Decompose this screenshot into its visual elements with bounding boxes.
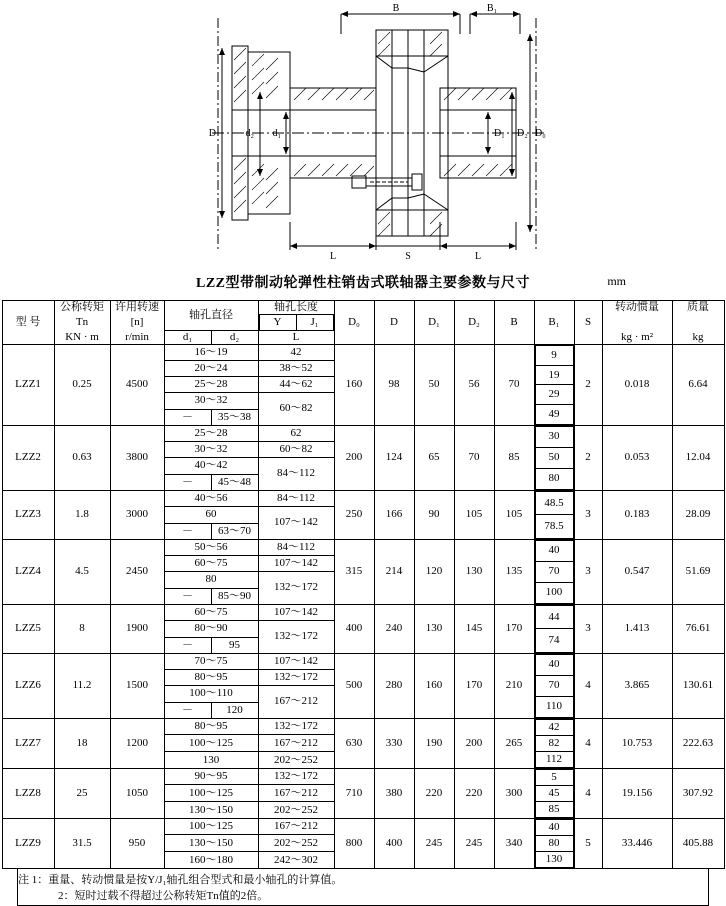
cell-speed: 3800 bbox=[110, 425, 164, 490]
cell-B1-value: 44 bbox=[535, 605, 573, 629]
cell-bore-length: 44～62 bbox=[258, 376, 334, 392]
cell-torque: 0.63 bbox=[54, 425, 110, 490]
cell-B1-value: 110 bbox=[535, 696, 573, 717]
note-line-2: 2：短时过载不得超过公称转矩Tn值的2倍。 bbox=[58, 890, 269, 903]
cell-S: 4 bbox=[574, 768, 602, 818]
th-bore-len-L: L bbox=[258, 331, 334, 345]
notes-box bbox=[17, 869, 709, 906]
note-line-1: 注 1：重量、转动惯量是按Y/J₁轴孔组合型式和最小轴孔的计算值。 bbox=[18, 873, 343, 886]
th-mass: 质量 bbox=[672, 301, 724, 314]
cell-bore-d1: 25～28 bbox=[164, 376, 258, 392]
th-speed-symbol: [n] bbox=[110, 314, 164, 331]
dim-d1-label: d₁ bbox=[272, 128, 281, 139]
cell-bore-length: 132～172 bbox=[258, 571, 334, 604]
cell-bore-length: 107～142 bbox=[258, 506, 334, 539]
table-row bbox=[2, 490, 724, 506]
th-inertia: 转动惯量 bbox=[602, 301, 672, 314]
table-row bbox=[2, 653, 724, 669]
cell-bore-d2: 35～38 bbox=[211, 409, 258, 425]
unit-label: mm bbox=[607, 274, 626, 288]
th-bore-len-types bbox=[258, 314, 334, 331]
th-D1: D₁ bbox=[414, 301, 454, 345]
table-row bbox=[2, 604, 724, 620]
cell-B1 bbox=[534, 818, 574, 868]
cell-torque: 11.2 bbox=[54, 653, 110, 718]
cell-model: LZZ7 bbox=[2, 718, 54, 768]
cell-mass: 51.69 bbox=[672, 539, 724, 604]
cell-bore-d1: 20～24 bbox=[164, 360, 258, 376]
cell-B1-value: 85 bbox=[535, 801, 573, 817]
cell-D: 380 bbox=[374, 768, 414, 818]
cell-bore-d1: 30～32 bbox=[164, 392, 258, 409]
cell-B1 bbox=[534, 768, 574, 818]
cell-D1: 160 bbox=[414, 653, 454, 718]
cell-inertia: 0.183 bbox=[602, 490, 672, 539]
title-row bbox=[0, 270, 726, 296]
cell-speed: 1050 bbox=[110, 768, 164, 818]
cell-bore-d1: － bbox=[164, 409, 211, 425]
table-row bbox=[2, 344, 724, 360]
cell-B1 bbox=[534, 604, 574, 653]
cell-bore-length: 42 bbox=[258, 344, 334, 360]
cell-D: 124 bbox=[374, 425, 414, 490]
th-torque-symbol: Tn bbox=[54, 314, 110, 331]
cell-inertia: 33.446 bbox=[602, 818, 672, 868]
cell-bore-d2: 85～90 bbox=[211, 588, 258, 604]
cell-bore-d1: － bbox=[164, 588, 211, 604]
cell-D2: 170 bbox=[454, 653, 494, 718]
cell-D2: 245 bbox=[454, 818, 494, 868]
cell-D0: 315 bbox=[334, 539, 374, 604]
cell-B1-value: 78.5 bbox=[535, 515, 573, 539]
cell-speed: 3000 bbox=[110, 490, 164, 539]
cell-B1-value: 19 bbox=[535, 365, 573, 385]
cell-D: 214 bbox=[374, 539, 414, 604]
cell-B: 170 bbox=[494, 604, 534, 653]
table-header bbox=[2, 301, 724, 345]
cell-B1-value: 42 bbox=[535, 719, 573, 735]
cell-B1-value: 5 bbox=[535, 769, 573, 785]
th-bore-len-Y: Y bbox=[259, 314, 296, 330]
cell-D2: 200 bbox=[454, 718, 494, 768]
dim-D1-label: D₁ bbox=[494, 128, 505, 139]
cell-bore-d1: 130 bbox=[164, 752, 258, 769]
cell-mass: 222.63 bbox=[672, 718, 724, 768]
cell-bore-length: 84～112 bbox=[258, 457, 334, 490]
cell-S: 4 bbox=[574, 653, 602, 718]
cell-S: 2 bbox=[574, 425, 602, 490]
cell-bore-d1: 100～110 bbox=[164, 685, 258, 702]
cell-B: 210 bbox=[494, 653, 534, 718]
cell-D: 280 bbox=[374, 653, 414, 718]
cell-bore-length: 167～212 bbox=[258, 785, 334, 802]
cell-torque: 0.25 bbox=[54, 344, 110, 425]
cell-D: 98 bbox=[374, 344, 414, 425]
cell-inertia: 1.413 bbox=[602, 604, 672, 653]
cell-D: 240 bbox=[374, 604, 414, 653]
cell-mass: 6.64 bbox=[672, 344, 724, 425]
th-bore-len: 轴孔长度 bbox=[258, 301, 334, 314]
cell-B1-value: 48.5 bbox=[535, 491, 573, 515]
cell-B1-value: 49 bbox=[535, 405, 573, 425]
cell-B: 300 bbox=[494, 768, 534, 818]
th-speed: 许用转速 bbox=[110, 301, 164, 314]
cell-D0: 250 bbox=[334, 490, 374, 539]
cell-B1-value: 80 bbox=[535, 835, 573, 851]
cell-D2: 70 bbox=[454, 425, 494, 490]
cell-model: LZZ5 bbox=[2, 604, 54, 653]
cell-speed: 1200 bbox=[110, 718, 164, 768]
cell-bore-d1: － bbox=[164, 474, 211, 490]
cell-bore-d2: 63～70 bbox=[211, 523, 258, 539]
cell-bore-d1: 40～56 bbox=[164, 490, 258, 506]
cell-bore-length: 202～252 bbox=[258, 752, 334, 769]
th-bore-dia: 轴孔直径 bbox=[164, 301, 258, 331]
dim-D0-label: D₀ bbox=[535, 128, 546, 139]
cell-inertia: 3.865 bbox=[602, 653, 672, 718]
cell-S: 3 bbox=[574, 490, 602, 539]
dim-L-right-label: L bbox=[474, 251, 482, 262]
cell-D1: 65 bbox=[414, 425, 454, 490]
cell-bore-length: 167～212 bbox=[258, 818, 334, 835]
cell-B1 bbox=[534, 344, 574, 425]
cell-D0: 160 bbox=[334, 344, 374, 425]
cell-D0: 500 bbox=[334, 653, 374, 718]
cell-S: 3 bbox=[574, 539, 602, 604]
cell-B1-value: 74 bbox=[535, 629, 573, 653]
cell-bore-length: 38～52 bbox=[258, 360, 334, 376]
cell-model: LZZ6 bbox=[2, 653, 54, 718]
th-D0: D₀ bbox=[334, 301, 374, 345]
cell-mass: 28.09 bbox=[672, 490, 724, 539]
cell-D2: 130 bbox=[454, 539, 494, 604]
cell-torque: 8 bbox=[54, 604, 110, 653]
page-title: LZZ型带制动轮弹性柱销齿式联轴器主要参数与尺寸 bbox=[195, 276, 530, 291]
cell-B: 85 bbox=[494, 425, 534, 490]
cell-speed: 1500 bbox=[110, 653, 164, 718]
cell-speed: 2450 bbox=[110, 539, 164, 604]
cell-bore-length: 242～302 bbox=[258, 852, 334, 869]
cell-D1: 130 bbox=[414, 604, 454, 653]
cell-bore-d1: 90～95 bbox=[164, 768, 258, 785]
cell-B1 bbox=[534, 653, 574, 718]
cell-D0: 630 bbox=[334, 718, 374, 768]
th-mass-unit bbox=[672, 314, 724, 331]
th-speed-unit: r/min bbox=[110, 331, 164, 345]
cell-B: 135 bbox=[494, 539, 534, 604]
cell-torque: 31.5 bbox=[54, 818, 110, 868]
cell-B1 bbox=[534, 718, 574, 768]
th-torque-unit: KN · m bbox=[54, 331, 110, 345]
cell-bore-d2: 95 bbox=[211, 637, 258, 653]
th-torque: 公称转矩 bbox=[54, 301, 110, 314]
cell-bore-length: 132～172 bbox=[258, 620, 334, 653]
th-inertia-unit-2: kg · m² bbox=[602, 331, 672, 345]
cell-D1: 90 bbox=[414, 490, 454, 539]
cell-D2: 220 bbox=[454, 768, 494, 818]
th-bore-len-J1: J₁ bbox=[296, 314, 333, 330]
cell-bore-d1: 100～125 bbox=[164, 818, 258, 835]
dim-B-label: B bbox=[392, 3, 400, 14]
dim-L-left-label: L bbox=[329, 251, 337, 262]
cell-D0: 710 bbox=[334, 768, 374, 818]
cell-bore-length: 107～142 bbox=[258, 555, 334, 571]
cell-mass: 405.88 bbox=[672, 818, 724, 868]
cell-model: LZZ9 bbox=[2, 818, 54, 868]
cell-bore-length: 84～112 bbox=[258, 539, 334, 555]
cell-mass: 76.61 bbox=[672, 604, 724, 653]
cell-B1-value: 9 bbox=[535, 345, 573, 365]
cell-B: 340 bbox=[494, 818, 534, 868]
cell-bore-d1: 16～19 bbox=[164, 344, 258, 360]
cell-B1-value: 50 bbox=[535, 447, 573, 468]
cell-bore-d1: 60～75 bbox=[164, 604, 258, 620]
cell-inertia: 19.156 bbox=[602, 768, 672, 818]
cell-model: LZZ3 bbox=[2, 490, 54, 539]
cell-B1-value: 40 bbox=[535, 654, 573, 675]
cell-B: 265 bbox=[494, 718, 534, 768]
cell-bore-length: 132～172 bbox=[258, 669, 334, 685]
cell-B1-value: 100 bbox=[535, 582, 573, 603]
dim-S-label: S bbox=[405, 251, 411, 262]
cell-D2: 145 bbox=[454, 604, 494, 653]
cell-bore-d1: － bbox=[164, 637, 211, 653]
th-bore-d2: d₂ bbox=[211, 331, 258, 345]
cell-model: LZZ2 bbox=[2, 425, 54, 490]
dim-d2-label: d₂ bbox=[245, 128, 254, 139]
cell-bore-length: 107～142 bbox=[258, 604, 334, 620]
cell-bore-d1: 60～75 bbox=[164, 555, 258, 571]
cell-D0: 200 bbox=[334, 425, 374, 490]
cell-B1-value: 130 bbox=[535, 851, 573, 867]
cell-D1: 245 bbox=[414, 818, 454, 868]
cell-B1-value: 70 bbox=[535, 561, 573, 582]
cell-bore-d1: 130～150 bbox=[164, 835, 258, 852]
cell-inertia: 0.053 bbox=[602, 425, 672, 490]
table-row bbox=[2, 768, 724, 785]
cell-bore-d1: 100～125 bbox=[164, 735, 258, 752]
cell-B: 105 bbox=[494, 490, 534, 539]
cell-bore-d1: 160～180 bbox=[164, 852, 258, 869]
th-D: D bbox=[374, 301, 414, 345]
cell-B1-value: 45 bbox=[535, 785, 573, 801]
cell-bore-d1: 130～150 bbox=[164, 802, 258, 819]
cell-bore-d1: 100～125 bbox=[164, 785, 258, 802]
cell-B1-value: 29 bbox=[535, 385, 573, 405]
cell-S: 4 bbox=[574, 718, 602, 768]
cell-bore-length: 167～212 bbox=[258, 735, 334, 752]
cell-B1-value: 30 bbox=[535, 426, 573, 447]
cell-bore-d1: 50～56 bbox=[164, 539, 258, 555]
cell-bore-d1: 25～28 bbox=[164, 425, 258, 441]
cell-B1 bbox=[534, 425, 574, 490]
th-mass-unit-2: kg bbox=[672, 331, 724, 345]
cell-speed: 1900 bbox=[110, 604, 164, 653]
dim-D2-label: D₂ bbox=[517, 128, 528, 139]
cell-bore-d2: 45～48 bbox=[211, 474, 258, 490]
cell-D2: 56 bbox=[454, 344, 494, 425]
cell-model: LZZ4 bbox=[2, 539, 54, 604]
th-D2: D₂ bbox=[454, 301, 494, 345]
cell-S: 3 bbox=[574, 604, 602, 653]
cell-bore-d1: － bbox=[164, 523, 211, 539]
th-B1: B₁ bbox=[534, 301, 574, 345]
cell-D0: 400 bbox=[334, 604, 374, 653]
technical-drawing bbox=[0, 0, 726, 268]
cell-bore-length: 60～82 bbox=[258, 392, 334, 425]
cell-mass: 12.04 bbox=[672, 425, 724, 490]
th-S: S bbox=[574, 301, 602, 345]
cell-bore-d1: － bbox=[164, 702, 211, 718]
table-row bbox=[2, 818, 724, 835]
cell-D: 166 bbox=[374, 490, 414, 539]
cell-torque: 1.8 bbox=[54, 490, 110, 539]
cell-B1-value: 40 bbox=[535, 819, 573, 835]
cell-B1 bbox=[534, 539, 574, 604]
cell-bore-length: 62 bbox=[258, 425, 334, 441]
cell-D: 400 bbox=[374, 818, 414, 868]
table-row bbox=[2, 425, 724, 441]
cell-bore-d1: 60 bbox=[164, 506, 258, 523]
table-body bbox=[2, 344, 724, 868]
cell-bore-d2: 120 bbox=[211, 702, 258, 718]
cell-B1-value: 70 bbox=[535, 675, 573, 696]
cell-D1: 50 bbox=[414, 344, 454, 425]
cell-B1-value: 112 bbox=[535, 751, 573, 767]
cell-bore-length: 202～252 bbox=[258, 802, 334, 819]
cell-B1-value: 82 bbox=[535, 735, 573, 751]
cell-bore-length: 202～252 bbox=[258, 835, 334, 852]
cell-bore-d1: 30～32 bbox=[164, 441, 258, 457]
cell-B: 70 bbox=[494, 344, 534, 425]
dim-B1-label: B₁ bbox=[486, 3, 498, 14]
cell-D1: 190 bbox=[414, 718, 454, 768]
parameters-table bbox=[2, 300, 725, 869]
cell-D1: 220 bbox=[414, 768, 454, 818]
coupling-drawing-svg bbox=[0, 0, 726, 268]
cell-bore-length: 84～112 bbox=[258, 490, 334, 506]
cell-bore-d1: 80～90 bbox=[164, 620, 258, 637]
cell-bore-d1: 40～42 bbox=[164, 457, 258, 474]
cell-D: 330 bbox=[374, 718, 414, 768]
cell-inertia: 10.753 bbox=[602, 718, 672, 768]
cell-bore-length: 60～82 bbox=[258, 441, 334, 457]
cell-mass: 307.92 bbox=[672, 768, 724, 818]
cell-bore-d1: 80～95 bbox=[164, 669, 258, 685]
cell-model: LZZ1 bbox=[2, 344, 54, 425]
cell-B1 bbox=[534, 490, 574, 539]
cell-speed: 4500 bbox=[110, 344, 164, 425]
cell-torque: 18 bbox=[54, 718, 110, 768]
cell-D0: 800 bbox=[334, 818, 374, 868]
cell-bore-length: 107～142 bbox=[258, 653, 334, 669]
th-B: B bbox=[494, 301, 534, 345]
cell-mass: 130.61 bbox=[672, 653, 724, 718]
cell-torque: 25 bbox=[54, 768, 110, 818]
table-row bbox=[2, 718, 724, 735]
cell-model: LZZ8 bbox=[2, 768, 54, 818]
cell-S: 5 bbox=[574, 818, 602, 868]
th-inertia-unit bbox=[602, 314, 672, 331]
dim-D-label: D bbox=[208, 128, 216, 139]
cell-S: 2 bbox=[574, 344, 602, 425]
th-bore-d1: d₁ bbox=[164, 331, 211, 345]
cell-bore-length: 132～172 bbox=[258, 768, 334, 785]
cell-bore-d1: 80～95 bbox=[164, 718, 258, 735]
cell-D2: 105 bbox=[454, 490, 494, 539]
cell-bore-d1: 70～75 bbox=[164, 653, 258, 669]
cell-bore-length: 132～172 bbox=[258, 718, 334, 735]
cell-inertia: 0.018 bbox=[602, 344, 672, 425]
cell-bore-length: 167～212 bbox=[258, 685, 334, 718]
cell-torque: 4.5 bbox=[54, 539, 110, 604]
cell-B1-value: 80 bbox=[535, 468, 573, 489]
cell-bore-d1: 80 bbox=[164, 571, 258, 588]
table-row bbox=[2, 539, 724, 555]
cell-inertia: 0.547 bbox=[602, 539, 672, 604]
cell-speed: 950 bbox=[110, 818, 164, 868]
cell-B1-value: 40 bbox=[535, 540, 573, 561]
cell-D1: 120 bbox=[414, 539, 454, 604]
th-model: 型 号 bbox=[2, 301, 54, 345]
